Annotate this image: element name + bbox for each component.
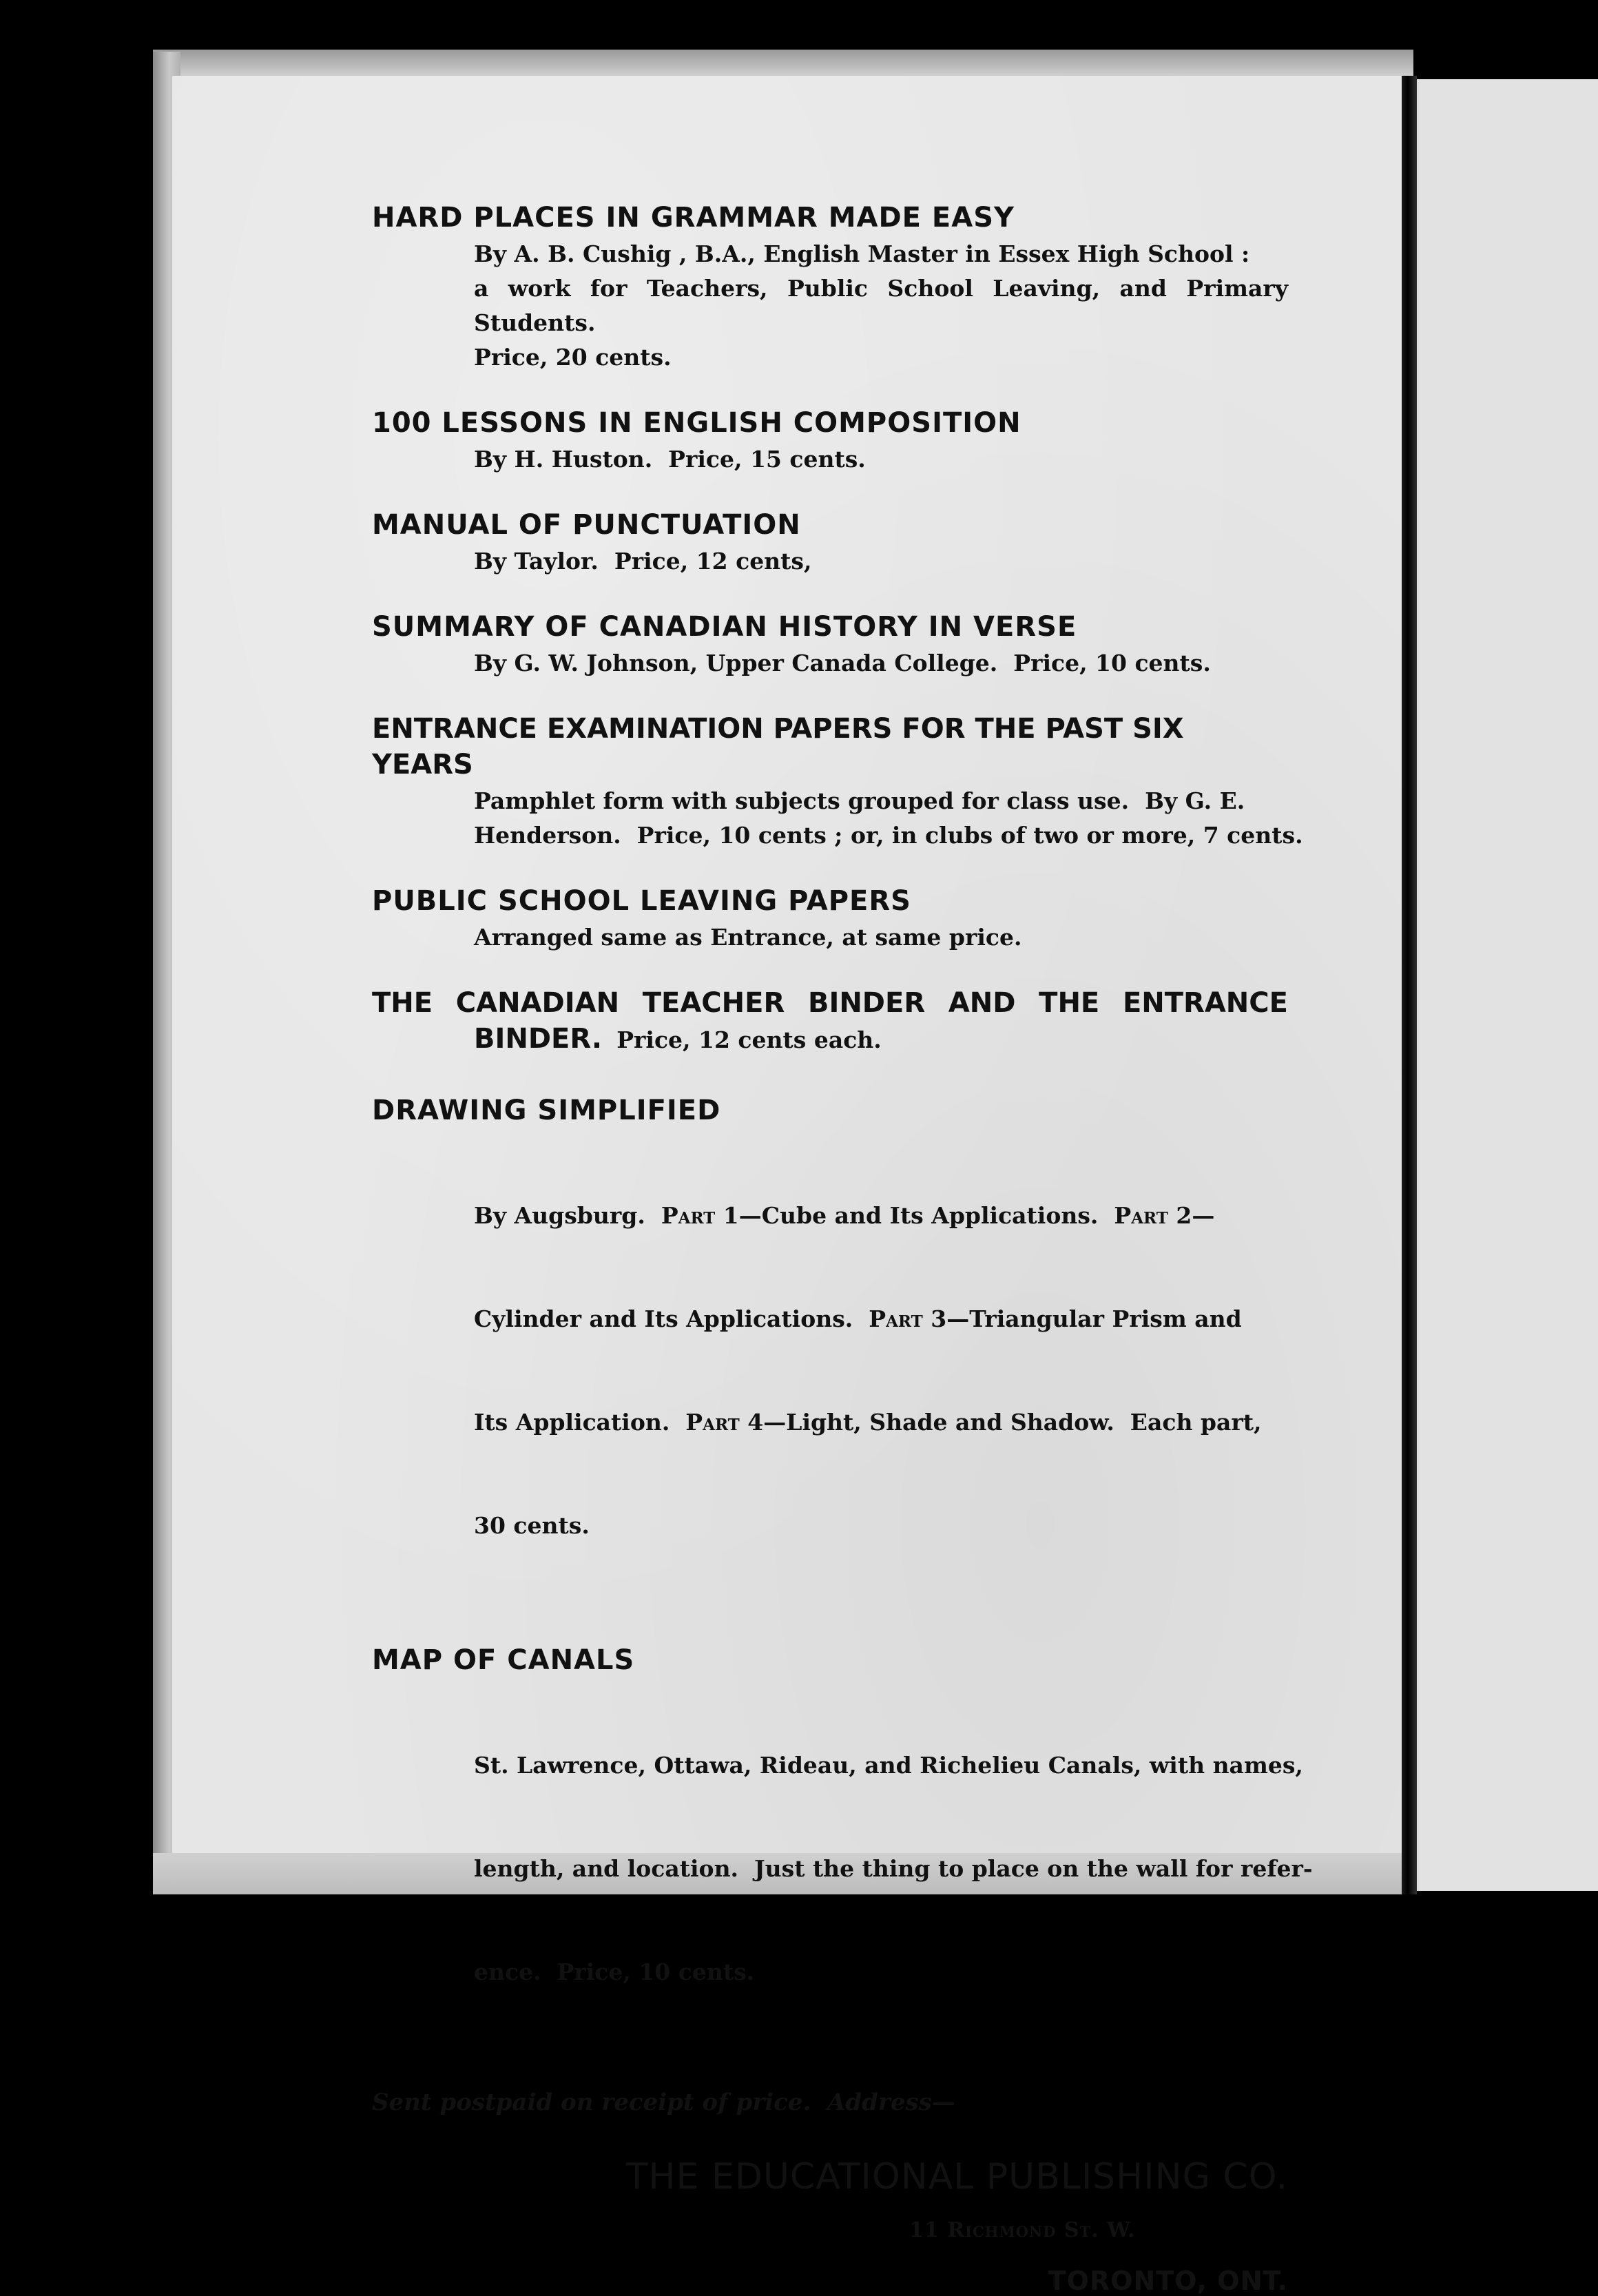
- entry-description: [474, 646, 1288, 681]
- desc-text: 30 cents.: [474, 1512, 590, 1539]
- facing-page: [1417, 79, 1598, 1891]
- binder-word: ENTRANCE: [1122, 987, 1288, 1019]
- binder-word: BINDER: [807, 987, 926, 1019]
- entry-canals: [372, 1642, 1313, 2058]
- entry-entrance-papers: [372, 711, 1303, 853]
- binder-word: TEACHER: [642, 987, 785, 1019]
- desc-line: By Taylor. Price, 12 cents,: [474, 548, 812, 575]
- entry-description: [474, 1130, 1288, 1612]
- desc-line: length, and location. Just the thing to place on the wall for refer-: [474, 1855, 1313, 1882]
- binder-title-line: [372, 985, 1288, 1021]
- desc-line: [474, 1405, 1288, 1440]
- desc-text: Cylinder and Its Applications.: [474, 1305, 869, 1332]
- publisher-street: 11 Richmond St. W.: [909, 2218, 1136, 2242]
- desc-line: By G. W. Johnson, Upper Canada College. Price, 10 cents.: [474, 650, 1211, 676]
- binder-second-line: [474, 1021, 1288, 1062]
- desc-line: Henderson. Price, 10 cents ; or, in clubs of two or more, 7 cents.: [474, 822, 1303, 849]
- part-label: Part 4: [685, 1409, 764, 1436]
- binder-price: Price, 12 cents each.: [616, 1026, 882, 1053]
- desc-text: By Augsburg.: [474, 1202, 661, 1229]
- advertisement-content: [372, 200, 1313, 2296]
- desc-line: Arranged same as Entrance, at same price.: [474, 924, 1022, 951]
- desc-text: Its Application.: [474, 1409, 686, 1436]
- desc-line: [474, 1199, 1288, 1233]
- entry-title: HARD PLACES IN GRAMMAR MADE EASY: [372, 202, 1015, 234]
- entry-binder: [372, 985, 1288, 1062]
- entry-description: [474, 1679, 1313, 2058]
- entry-title: 100 LESSONS IN ENGLISH COMPOSITION: [372, 407, 1021, 439]
- desc-line: [474, 1509, 1288, 1543]
- entry-punctuation: [372, 507, 1288, 579]
- entry-grammar: [372, 200, 1288, 375]
- desc-text: —Cube and Its Applications.: [738, 1202, 1114, 1229]
- desc-line: By H. Huston. Price, 15 cents.: [474, 446, 866, 473]
- binder-word: CANADIAN: [455, 987, 620, 1019]
- part-label: Part 2: [1114, 1202, 1192, 1229]
- desc-text: —Triangular Prism and: [946, 1305, 1242, 1332]
- desc-line: Price, 20 cents.: [474, 344, 672, 371]
- entry-title: PUBLIC SCHOOL LEAVING PAPERS: [372, 885, 911, 917]
- entry-description: [474, 784, 1303, 853]
- entry-title: DRAWING SIMPLIFIED: [372, 1095, 721, 1126]
- entry-composition: [372, 405, 1288, 477]
- desc-line: a work for Teachers, Public School Leaving, and Primary Students.: [474, 275, 1288, 336]
- desc-line: Pamphlet form with subjects grouped for class use. By G. E.: [474, 787, 1245, 814]
- entry-description: [474, 544, 1288, 579]
- binder-word: THE: [1039, 987, 1100, 1019]
- entry-canadian-history: [372, 609, 1288, 681]
- entry-description: [474, 920, 1288, 955]
- entry-title: SUMMARY OF CANADIAN HISTORY IN VERSE: [372, 611, 1077, 643]
- desc-line: [474, 1302, 1288, 1336]
- desc-line: St. Lawrence, Ottawa, Rideau, and Richelieu Canals, with names,: [474, 1752, 1303, 1779]
- desc-text: —Light, Shade and Shadow. Each part,: [763, 1409, 1262, 1436]
- entry-drawing: [372, 1093, 1288, 1612]
- postpaid-notice: Sent postpaid on receipt of price. Address—: [372, 2089, 955, 2116]
- entry-title: MANUAL OF PUNCTUATION: [372, 509, 801, 541]
- book-gutter: [1402, 76, 1417, 1894]
- binder-word: THE: [372, 987, 433, 1019]
- entry-title: ENTRANCE EXAMINATION PAPERS FOR THE PAST SIX YEARS: [372, 713, 1184, 780]
- entry-description: [474, 442, 1288, 477]
- entry-leaving-papers: [372, 883, 1288, 955]
- binder-word: BINDER.: [474, 1023, 603, 1055]
- entry-description: [474, 237, 1288, 375]
- publisher-name: THE EDUCATIONAL PUBLISHING CO.: [625, 2156, 1288, 2197]
- part-label: Part 1: [661, 1202, 739, 1229]
- entry-title: MAP OF CANALS: [372, 1644, 635, 1676]
- publisher-city: TORONTO, ONT.: [1048, 2266, 1288, 2296]
- desc-text: —: [1192, 1202, 1215, 1229]
- desc-line: By A. B. Cushig , B.A., English Master in Essex High School :: [474, 240, 1250, 267]
- binder-word: AND: [948, 987, 1016, 1019]
- desc-line: ence. Price, 10 cents.: [474, 1958, 755, 1985]
- part-label: Part 3: [869, 1305, 947, 1332]
